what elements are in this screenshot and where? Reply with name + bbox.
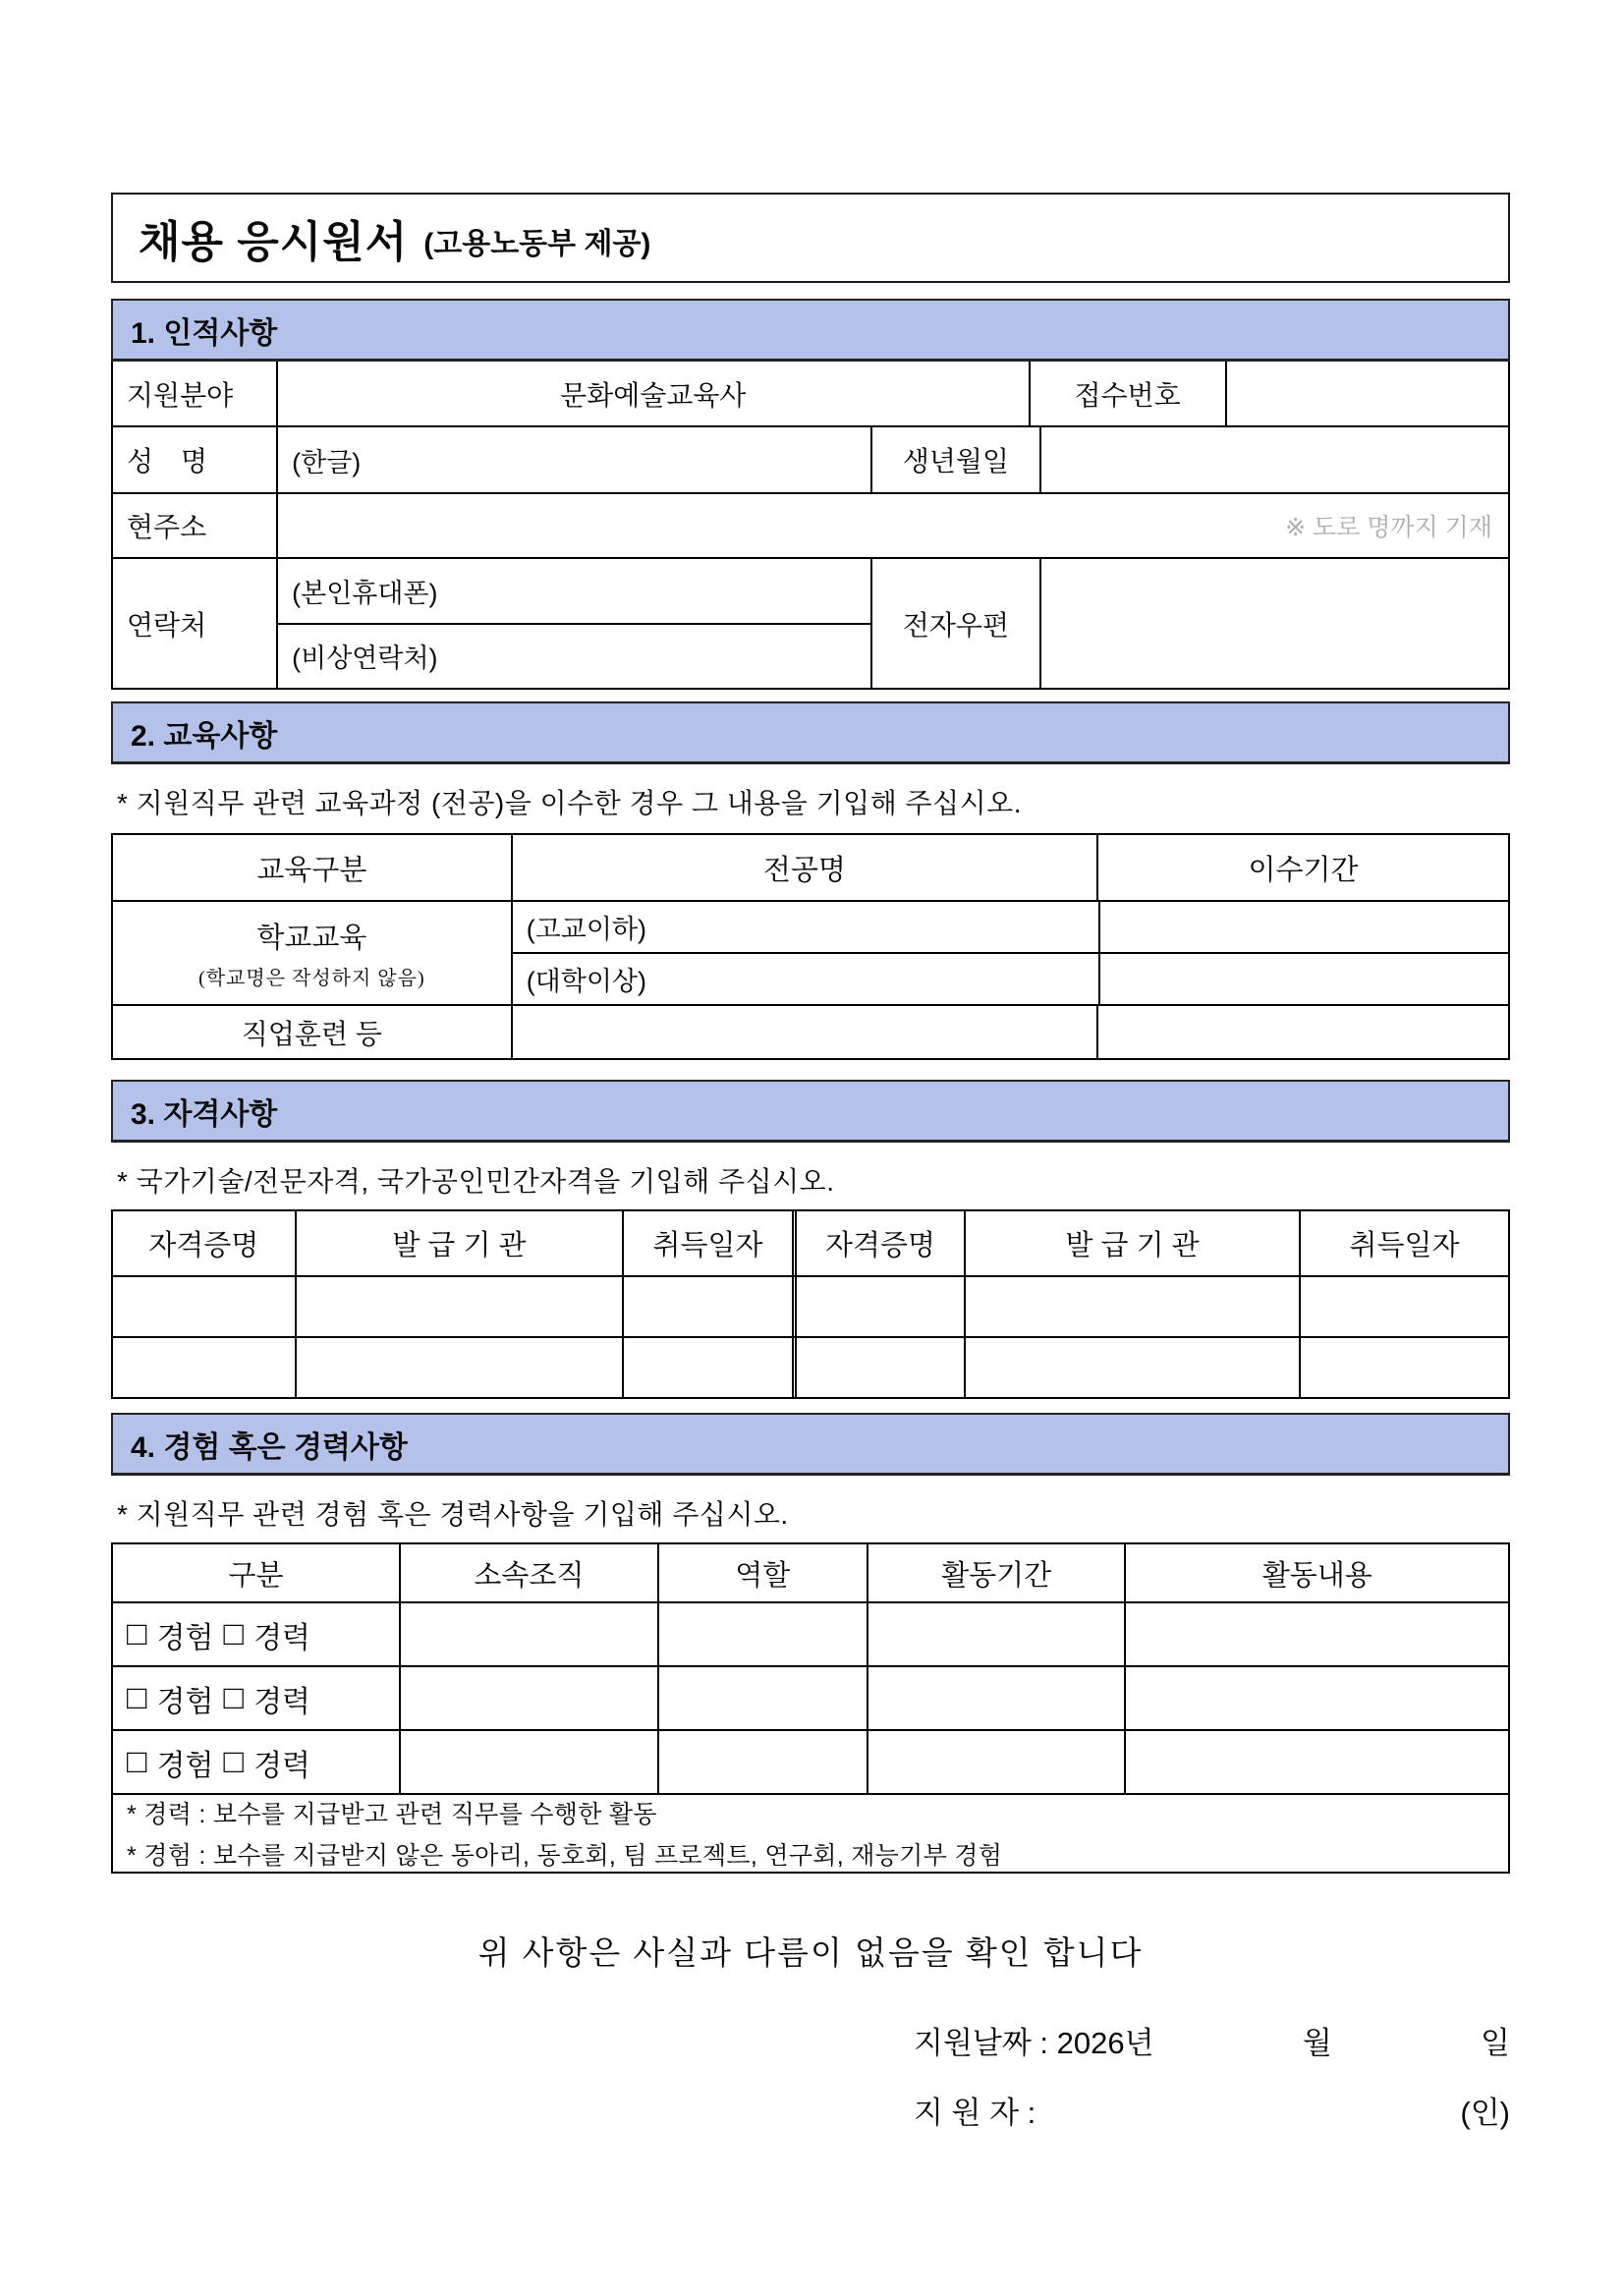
table-row [113,1336,1508,1397]
career-label: 경력 [253,1685,311,1718]
role-header: 역할 [657,1544,867,1601]
birthdate-cell [1039,427,1508,492]
issuer-cell-2 [964,1338,1299,1397]
category-cell [113,1603,399,1665]
activity-period-cell [867,1603,1125,1665]
activity-period-cell [867,1731,1125,1793]
career-label: 경력 [253,1621,311,1654]
section3-note: * 국가기술/전문자격, 국가공인민간자격을 기입해 주십시오. [117,1166,835,1197]
section2-header-bar [111,701,1510,764]
highschool-major-cell: (고교이하) [526,915,646,944]
acquired-date-header-2: 취득일자 [1299,1211,1508,1275]
school-education-cell [113,902,511,1004]
footnotes-cell [113,1795,1508,1872]
table-row [113,425,1508,492]
activity-detail-cell [1124,1603,1508,1665]
category-cell [113,1667,399,1729]
table-row [113,362,1508,425]
career-checkbox-icon: □ [223,1678,245,1716]
organization-header: 소속조직 [399,1544,657,1601]
issuer-cell [295,1338,623,1397]
university-period-cell [1098,954,1508,1004]
acquired-date-header: 취득일자 [622,1211,797,1275]
activity-detail-header: 활동내용 [1124,1544,1508,1601]
contact-label: 연락처 [127,609,207,641]
experience-checkbox-icon: □ [127,1614,147,1652]
role-cell [657,1731,867,1793]
issuer-header-2: 발 급 기 관 [964,1211,1299,1275]
vocational-period-cell [1096,1006,1508,1058]
section3-header-bar [111,1080,1510,1143]
applicant-label: 지 원 자 : [914,2096,1036,2130]
issuer-cell-2 [964,1277,1299,1336]
issuer-cell [295,1277,623,1336]
organization-cell [399,1667,657,1729]
role-cell [657,1667,867,1729]
apply-field-label: 지원분야 [127,379,234,411]
seal-label: (인) [1460,2096,1510,2130]
issuer-header: 발 급 기 관 [295,1211,623,1275]
qualification-table [111,1209,1510,1399]
vocational-training-label: 직업훈련 등 [241,1018,382,1049]
category-cell [113,1731,399,1793]
major-header: 전공명 [511,835,1096,900]
contact-phone-stack [276,559,870,688]
category-header: 구분 [228,1559,284,1592]
experience-checkbox-icon: □ [127,1678,147,1716]
experience-row [113,1665,1508,1729]
table-row [113,557,1508,688]
education-table [111,833,1510,1060]
emergency-contact-cell: (비상연락처) [278,623,870,689]
vocational-major-cell [511,1006,1096,1058]
school-rows-stack [511,902,1508,1004]
career-footnote: * 경력 : 보수를 지급받고 관련 직무를 수행한 활동 [127,1801,657,1828]
experience-label: 경험 [156,1621,214,1654]
organization-cell [399,1603,657,1665]
period-header: 이수기간 [1096,835,1508,900]
section1-header-bar [111,299,1510,362]
section4-heading: 4. 경험 혹은 경력사항 [131,1430,408,1464]
section1-heading: 1. 인적사항 [131,316,278,350]
table-header-row [113,1544,1508,1601]
form-title-source: (고용노동부 제공) [423,228,651,260]
highschool-row [513,902,1508,952]
education-type-header: 교육구분 [256,854,367,886]
acquired-date-cell-2 [1299,1338,1508,1397]
cert-name-cell [113,1338,295,1397]
month-label: 월 [1302,2026,1332,2060]
name-hangul-cell: (한글) [276,427,870,492]
table-header-row [113,1211,1508,1275]
activity-detail-cell [1124,1667,1508,1729]
confirmation-statement: 위 사항은 사실과 다름이 없음을 확인 합니다 [477,1934,1144,1971]
section4-header-bar [111,1413,1510,1476]
apply-field-value: 문화예술교육사 [276,362,1028,425]
name-label: 성 명 [127,446,208,476]
form-title: 채용 응시원서 [139,218,409,266]
cert-name-header-2: 자격증명 [824,1230,935,1261]
mobile-phone-cell: (본인휴대폰) [292,578,438,608]
experience-checkbox-icon: □ [127,1742,147,1780]
birthdate-label: 생년월일 [870,427,1039,492]
application-date-label: 지원날짜 : 2026년 [914,2026,1154,2060]
day-label: 일 [1481,2026,1510,2060]
table-footnotes-row [113,1793,1508,1872]
career-checkbox-icon: □ [223,1614,245,1652]
applicant-signature-line [111,2088,1510,2132]
activity-detail-cell [1124,1731,1508,1793]
university-row [513,952,1508,1004]
section4-note: * 지원직무 관련 경험 혹은 경력사항을 기입해 주십시오. [117,1499,789,1530]
experience-label: 경험 [156,1749,214,1782]
table-row [113,1004,1508,1058]
personal-info-table [111,362,1510,690]
experience-row [113,1601,1508,1665]
cert-name-cell-2 [797,1338,964,1397]
table-header-row [113,835,1508,900]
cert-name-cell-2 [797,1277,964,1336]
receipt-number-cell [1225,362,1508,425]
table-row [113,492,1508,557]
form-title-box [111,193,1510,283]
cert-name-cell [113,1277,295,1336]
section2-heading: 2. 교육사항 [131,719,278,753]
acquired-date-cell [622,1277,797,1336]
form-content [111,193,1510,2132]
experience-row [113,1729,1508,1793]
receipt-number-label: 접수번호 [1029,362,1225,425]
cert-name-header: 자격증명 [148,1230,259,1261]
email-label: 전자우편 [870,559,1039,688]
application-date-line [111,2018,1510,2062]
organization-cell [399,1731,657,1793]
activity-period-cell [867,1667,1125,1729]
table-row [113,1275,1508,1336]
section3-heading: 3. 자격사항 [131,1097,278,1131]
acquired-date-cell [622,1338,797,1397]
activity-period-header: 활동기간 [867,1544,1125,1601]
highschool-period-cell [1098,902,1508,952]
university-major-cell: (대학이상) [526,967,646,996]
career-label: 경력 [253,1749,311,1782]
school-name-note: (학교명은 작성하지 않음) [198,968,425,989]
address-label: 현주소 [127,512,207,542]
career-checkbox-icon: □ [223,1742,245,1780]
address-cell: ※ 도로 명까지 기재 [276,494,1508,557]
experience-table [111,1542,1510,1874]
experience-footnote: * 경험 : 보수를 지급받지 않은 동아리, 동호회, 팀 프로젝트, 연구회, 재능기부 경험 [127,1842,1003,1870]
email-cell [1039,559,1508,688]
section2-note: * 지원직무 관련 교육과정 (전공)을 이수한 경우 그 내용을 기입해 주십시오. [117,788,1023,818]
role-cell [657,1603,867,1665]
school-education-label: 학교교육 [256,923,367,954]
acquired-date-cell-2 [1299,1277,1508,1336]
table-row [113,900,1508,1004]
experience-label: 경험 [156,1685,214,1718]
